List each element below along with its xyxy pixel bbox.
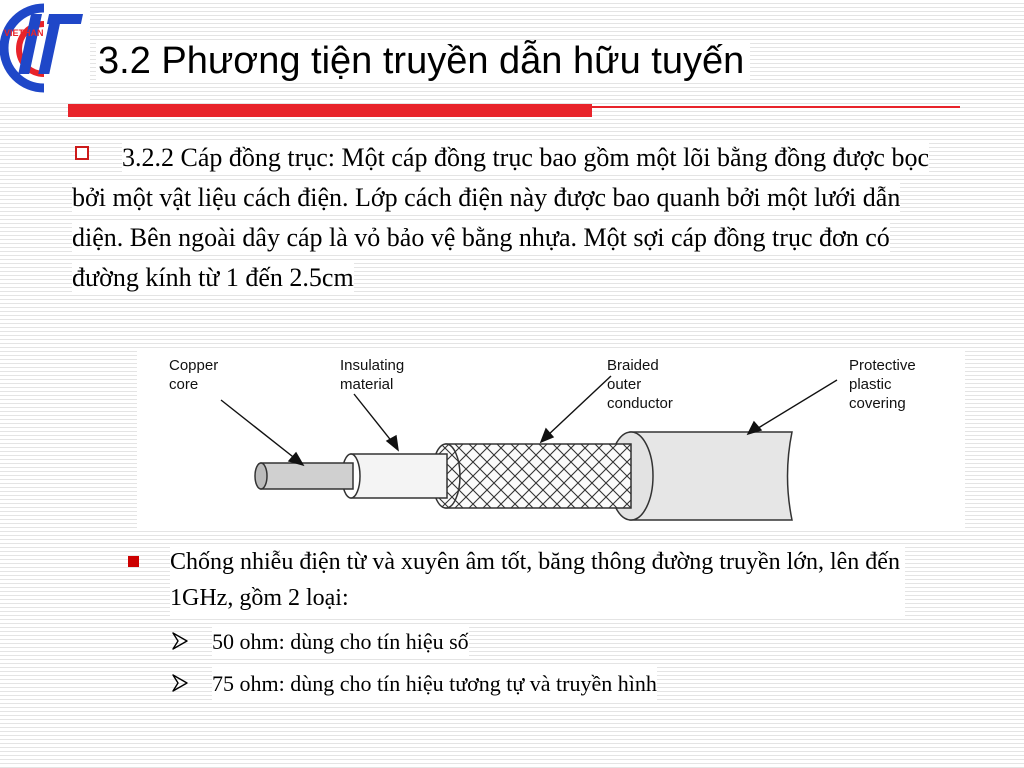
hollow-square-bullet-icon — [75, 146, 89, 160]
sub-bullet-item — [172, 667, 872, 701]
page-title: 3.2 Phương tiện truyền dẫn hữu tuyến — [96, 40, 750, 83]
sub-bullet-item — [172, 625, 872, 659]
sub-bullet-text: 50 ohm: dùng cho tín hiệu số — [212, 625, 469, 659]
arrowhead-bullet-icon — [172, 674, 188, 692]
filled-square-bullet-icon — [128, 556, 139, 567]
arrowhead-bullet-icon — [172, 632, 188, 650]
label-insulating-material: Insulating material — [340, 357, 405, 393]
label-copper-core: Copper core — [169, 357, 219, 393]
label-braided-outer-conductor: Braided outer conductor — [607, 357, 673, 412]
bullet-properties-text: Chống nhiễu điện từ và xuyên âm tốt, băng thông đường truyền lớn, lên đến 1GHz, gồm 2 loại: — [170, 544, 905, 616]
bullet-coaxial-description — [72, 138, 952, 298]
coaxial-cable-diagram — [137, 350, 965, 528]
bullet-coaxial-text: 3.2.2 Cáp đồng trục: Một cáp đồng trục bao gồm một lõi bằng đồng được bọc bởi một vật liệu cách điện. Lớp cách điện này được bao quanh bởi một lưới dẫn diện. Bên ngoài dây cáp là vỏ bảo vệ bằng nhựa. Một sợi cáp đồng trục đơn có đường kính từ 1 đến 2.5cm — [72, 143, 929, 292]
vh-logo-icon — [0, 0, 90, 100]
sub-bullet-text: 75 ohm: dùng cho tín hiệu tương tự và truyền hình — [212, 667, 657, 701]
title-underline-bar — [68, 104, 592, 117]
label-protective-plastic-covering: Protective plastic covering — [849, 357, 916, 412]
bullet-coaxial-properties — [125, 544, 905, 616]
logo-text: VIETHAN — [4, 28, 44, 38]
coaxial-cable-illustration — [137, 350, 965, 528]
title-underline-line — [592, 106, 960, 108]
